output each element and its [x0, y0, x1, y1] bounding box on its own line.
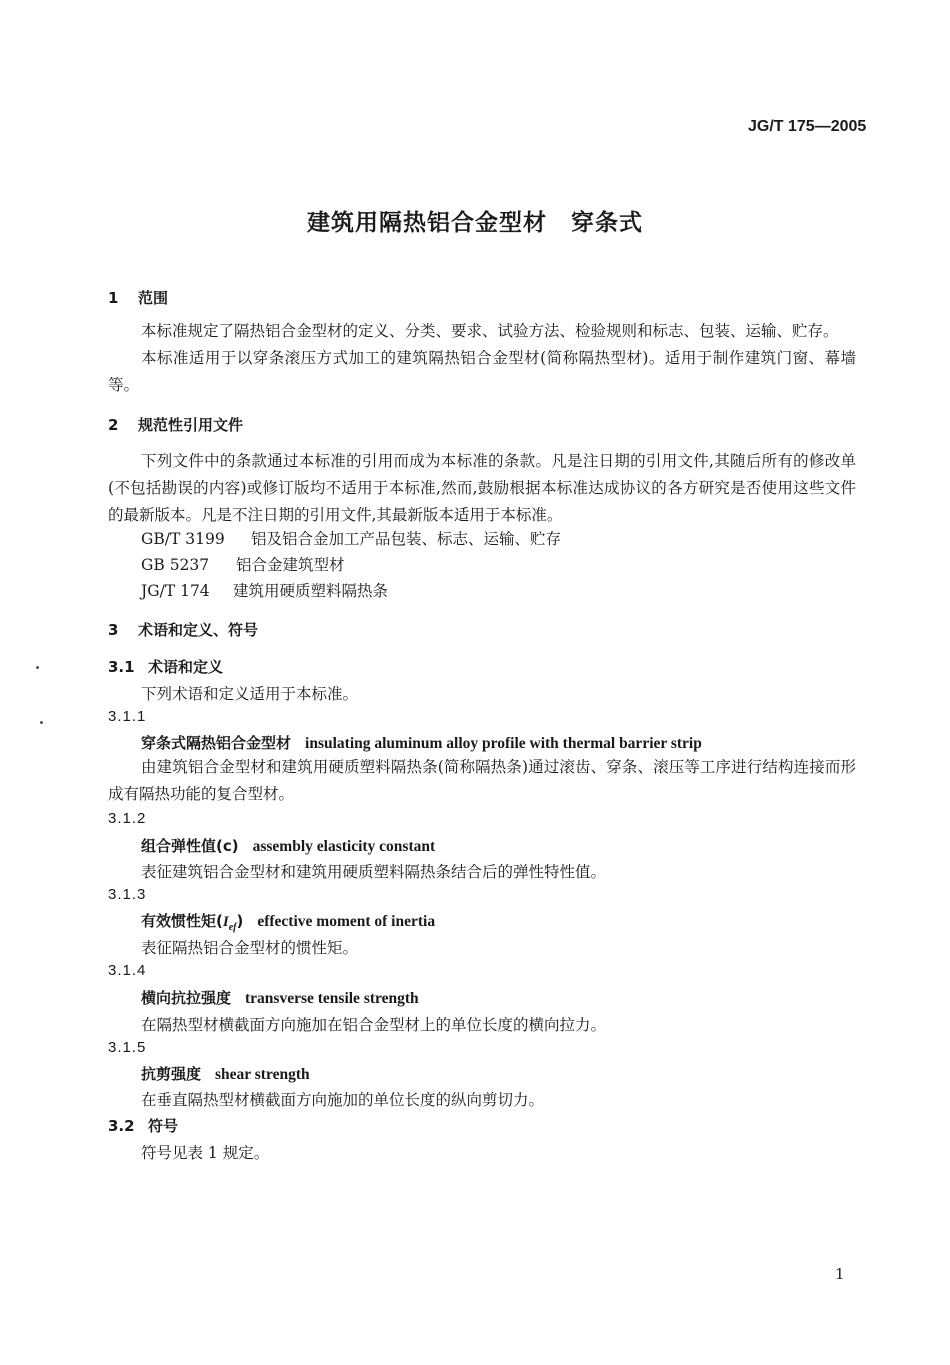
term-definition: 表征隔热铝合金型材的惯性矩。 [141, 939, 359, 957]
section-2-heading [108, 414, 243, 435]
term-chinese-close: ) [236, 912, 244, 930]
reference-code: GB 5237 [141, 556, 210, 574]
term-symbol: I [222, 914, 229, 930]
reference-code: JG/T 174 [141, 582, 210, 600]
term-definition: 表征建筑铝合金型材和建筑用硬质塑料隔热条结合后的弹性特性值。 [141, 863, 607, 881]
clause-number: 3.1.1 [108, 708, 147, 725]
reference-code: GB/T 3199 [141, 530, 225, 548]
term-symbol-subscript: ef [228, 922, 237, 934]
subsection-3-1-heading [108, 656, 223, 677]
subsection-number: 3.2 [108, 1117, 135, 1135]
subsection-3-1-text: 下列术语和定义适用于本标准。 [141, 685, 359, 703]
term-english: effective moment of inertia [257, 913, 436, 930]
term-english: transverse tensile strength [245, 990, 419, 1007]
clause-number: 3.1.5 [108, 1039, 147, 1056]
section-title: 规范性引用文件 [138, 416, 244, 434]
reference-title: 建筑用硬质塑料隔热条 [233, 582, 389, 600]
section-number: 1 [108, 289, 119, 307]
section-2-paragraph: 下列文件中的条款通过本标准的引用而成为本标准的条款。凡是注日期的引用文件,其随后所有的修改单(不包括勘误的内容)或修订版均不适用于本标准,然而,鼓励根据本标准达成协议的各方研究是否使用这些文件的最新版本。凡是不注日期的引用文件,其最新版本适用于本标准。 [108, 452, 856, 524]
reference-item [141, 579, 388, 601]
page-title: 建筑用隔热铝合金型材 穿条式 [307, 210, 643, 236]
section-title: 术语和定义、符号 [138, 621, 259, 639]
subsection-number: 3.1 [108, 658, 135, 676]
term-definition: 由建筑铝合金型材和建筑用硬质塑料隔热条(简称隔热条)通过滚齿、穿条、滚压等工序进行结构连接而形成有隔热功能的复合型材。 [108, 758, 856, 803]
term-english: shear strength [215, 1066, 310, 1083]
term-heading [141, 987, 419, 1008]
page-number: 1 [835, 1265, 845, 1283]
subsection-3-2-text: 符号见表 1 规定。 [141, 1144, 270, 1162]
term-chinese: 有效惯性矩( [141, 912, 223, 930]
clause-number: 3.1.2 [108, 810, 147, 827]
term-heading [141, 732, 702, 753]
clause-number: 3.1.4 [108, 962, 147, 979]
term-chinese: 抗剪强度 [141, 1065, 202, 1083]
term-chinese: 穿条式隔热铝合金型材 [141, 734, 292, 752]
subsection-title: 术语和定义 [148, 658, 224, 676]
section-3-heading [108, 619, 258, 640]
section-number: 3 [108, 621, 119, 639]
scan-speck [40, 721, 43, 724]
term-chinese: 横向抗拉强度 [141, 989, 232, 1007]
standard-code: JG/T 175—2005 [748, 118, 867, 135]
term-heading [141, 910, 435, 933]
term-heading [141, 1063, 310, 1084]
subsection-3-2-heading [108, 1115, 178, 1136]
clause-number: 3.1.3 [108, 886, 147, 903]
section-number: 2 [108, 416, 119, 434]
term-chinese: 组合弹性值(c) [141, 837, 239, 855]
section-title: 范围 [138, 289, 169, 307]
term-english: insulating aluminum alloy profile with thermal barrier strip [305, 735, 702, 752]
scan-speck [36, 666, 39, 669]
section-1-paragraph-2: 本标准适用于以穿条滚压方式加工的建筑隔热铝合金型材(简称隔热型材)。适用于制作建筑门窗、幕墙等。 [108, 349, 856, 394]
term-definition: 在隔热型材横截面方向施加在铝合金型材上的单位长度的横向拉力。 [141, 1016, 607, 1034]
reference-title: 铝合金建筑型材 [236, 556, 345, 574]
section-1-paragraph-1: 本标准规定了隔热铝合金型材的定义、分类、要求、试验方法、检验规则和标志、包装、运输、贮存。 [141, 322, 839, 340]
term-english: assembly elasticity constant [252, 838, 436, 855]
reference-title: 铝及铝合金加工产品包装、标志、运输、贮存 [251, 530, 562, 548]
term-definition: 在垂直隔热型材横截面方向施加的单位长度的纵向剪切力。 [141, 1091, 545, 1109]
subsection-title: 符号 [148, 1117, 179, 1135]
reference-item [141, 527, 561, 549]
reference-item [141, 553, 345, 575]
section-1-heading [108, 287, 168, 308]
term-heading [141, 835, 435, 856]
